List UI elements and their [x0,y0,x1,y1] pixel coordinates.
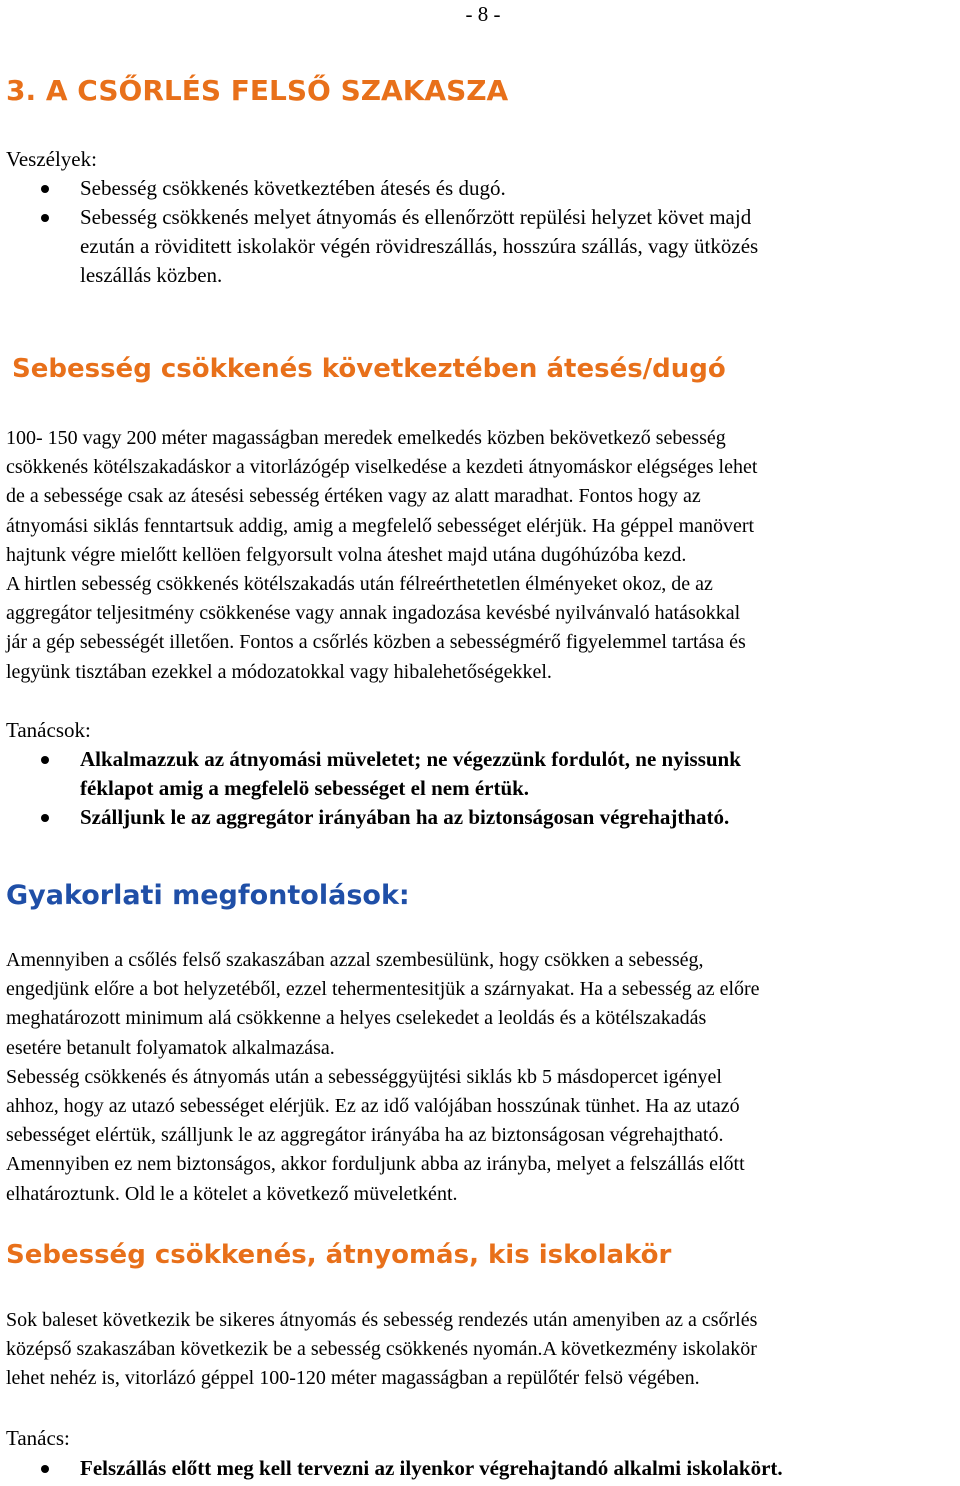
stall-paragraph: 100- 150 vagy 200 méter magasságban meredek emelkedés közben bekövetkező sebesség csökkenés kötélszakadáskor a vitorlázógép viselkedése a kezdeti átnyomáskor elégséges lehet de a sebessége csak az átesési sebesség értéken vagy az alatt maradhat. Fontos hogy az átnyomási siklás fenntartsuk addig, amig a megfelelő sebességet elérjük. Ha géppel manövert hajtunk végre mielőtt kellöen felgyorsult volna áteshet majd utána dugóhúzóba kezd. A hirtlen sebesség csökkenés kötélszakadás után félreérthetetlen élményeket okoz, de az aggregátor teljesitmény csökkenése vagy annak ingadozása kevésbé nyilvánvaló hatásokkal jár a gép sebességét illetően. Fontos a csőrlés közben a sebességmérő figyelemmel tartása és legyünk tisztában ezekkel a módozatokkal vagy hibalehetőségekkel. [6,427,758,683]
bullet-icon [41,814,49,822]
practical-title: Gyakorlati megfontolások: [6,880,410,911]
list-item: Szálljunk le az aggregátor irányában ha az biztonságosan végrehajtható. [0,803,741,832]
dangers-list [0,174,758,290]
dangers-label: Veszélyek: [6,147,97,171]
bullet-icon [41,214,49,222]
bullet-icon [41,1465,49,1473]
list-item: Sebesség csökkenés melyet átnyomás és ellenőrzött repülési helyzet követ majd ezután a röviditett iskolakör végén rövidreszállás, hosszúra szállás, vagy ütközés leszállás közben. [0,203,758,290]
list-item: Sebesség csökkenés következtében átesés és dugó. [0,174,758,203]
list-item: Alkalmazzuk az átnyomási müveletet; ne végezzünk fordulót, ne nyissunk féklapot amig a megfelelö sebességet el nem értük. [0,745,741,803]
bullet-icon [41,185,49,193]
circuit-paragraph: Sok baleset következik be sikeres átnyomás és sebesség rendezés után amenyiben az a csőrlés középső szakaszában következik be a sebesség csökkenés nyomán.A következmény iskolakör lehet nehéz is, vitorlázó géppel 100-120 méter magasságban a repülőtér felsö végében. [6,1309,758,1390]
practical-paragraph: Amennyiben a csőlés felső szakaszában azzal szembesülünk, hogy csökken a sebesség, engedjünk előre a bot helyzetéből, ezzel tehermentesitjük a szárnyakat. Ha a sebesség az előre meghatározott minimum alá csökkenne a helyes cselekedet a leoldás és a kötélszakadás esetére betanult folyamatok alkalmazása. Sebesség csökkenés és átnyomás után a sebességgyüjtési siklás kb 5 másdopercet igényel ahhoz, hogy az utazó sebességet elérjük. Ez az idő valójában hosszúnak tünhet. Ha az utazó sebességet elértük, szálljunk le az aggregátor irányába ha az biztonságosan végrehajtható. Amennyiben ez nem biztonságos, akkor forduljunk abba az irányba, melyet a felszállás előtt elhatároztunk. Old le a kötelet a következő müveletként. [6,949,760,1205]
subsection-title-circuit: Sebesség csökkenés, átnyomás, kis iskolakör [6,1240,672,1270]
advice-label: Tanácsok: [6,718,91,742]
list-item: Felszállás előtt meg kell tervezni az ilyenkor végrehajtandó alkalmi iskolakört. [0,1454,783,1483]
advice-list-2 [0,1454,783,1483]
advice-list [0,745,741,832]
advice-label-2: Tanács: [6,1426,70,1450]
subsection-title-stall: Sebesség csökkenés következtében átesés/dugó [12,354,726,384]
section-title: 3. A CSŐRLÉS FELSŐ SZAKASZA [6,74,509,107]
bullet-icon [41,756,49,764]
page-number: - 8 - [465,2,501,26]
